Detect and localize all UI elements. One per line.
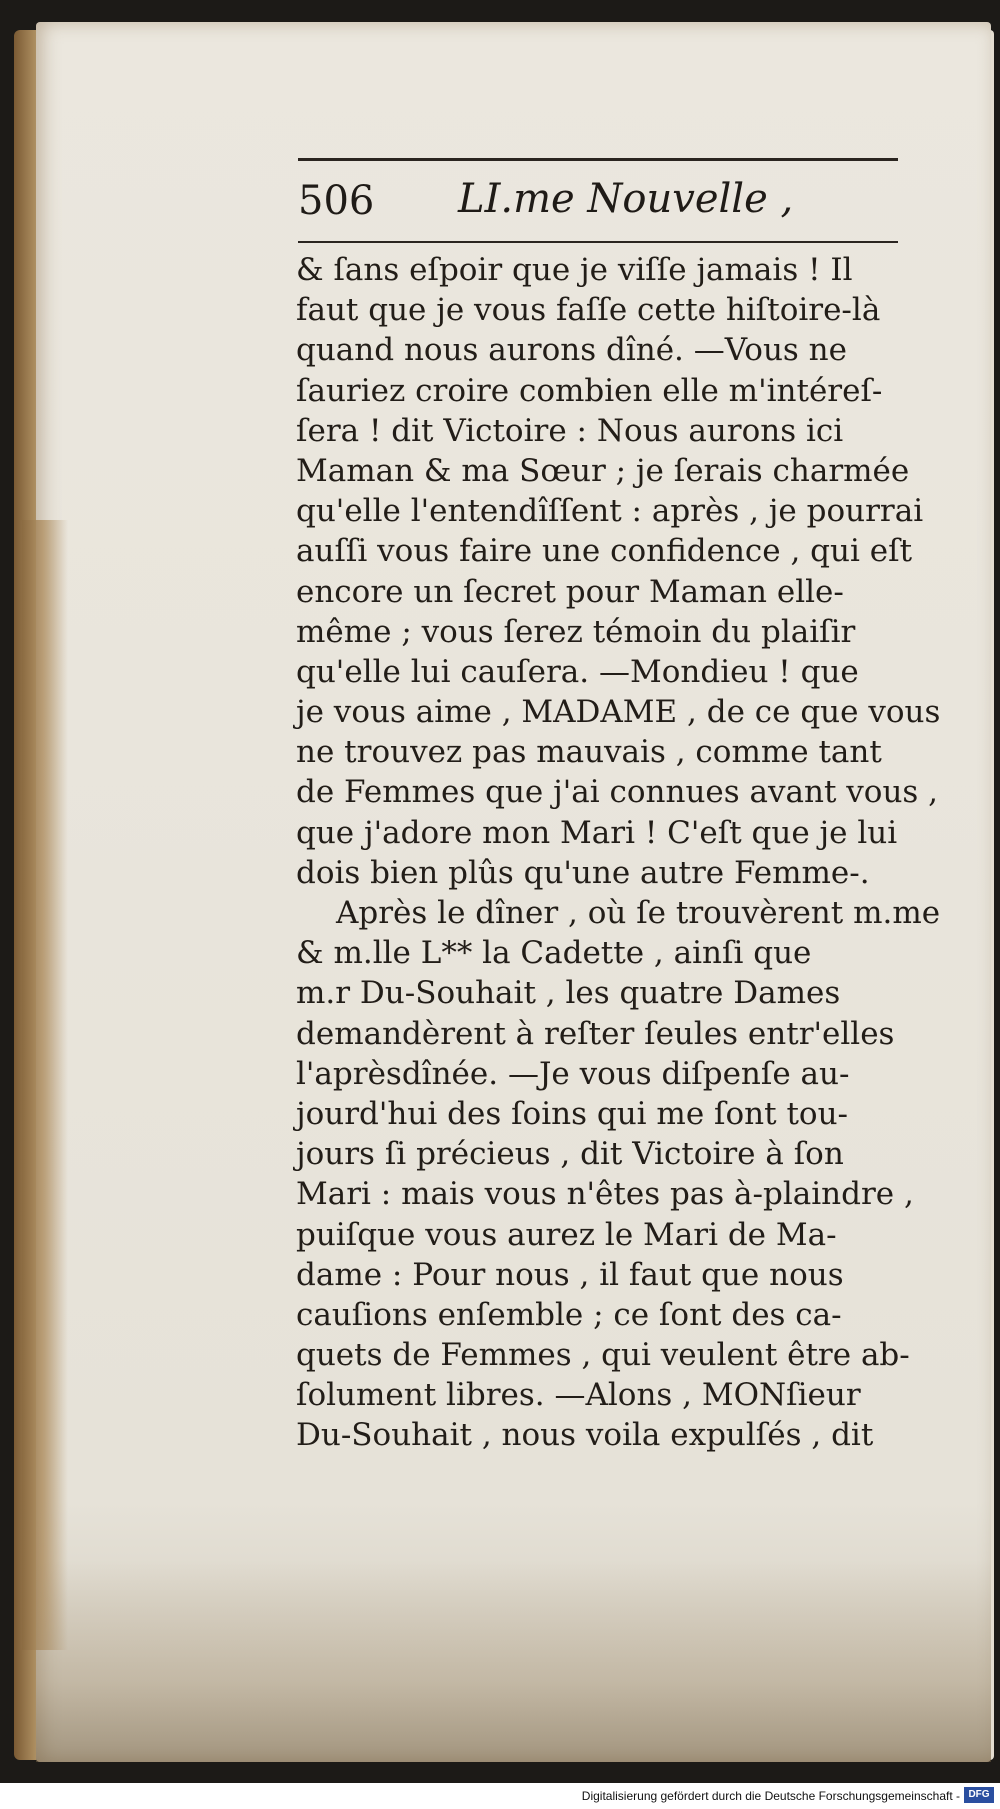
text-line: quets de Femmes , qui veulent être ab- bbox=[296, 1337, 910, 1374]
body-text bbox=[296, 250, 941, 1456]
text-line: l'aprèsdînée. —Je vous diſpenſe au- bbox=[296, 1055, 850, 1092]
text-line: Après le dîner , où ſe trouvèrent m.me bbox=[336, 895, 941, 931]
text-line: cauſions enſemble ; ce ſont des ca- bbox=[296, 1296, 842, 1333]
text-line: même ; vous ſerez témoin du plaiſir bbox=[296, 613, 856, 650]
text-line: ne trouvez pas mauvais , comme tant bbox=[296, 734, 882, 771]
text-line: ſolument libres. —Alons , MONſieur bbox=[296, 1377, 861, 1414]
dfg-logo: DFG bbox=[964, 1787, 994, 1803]
running-title: LI.me Nouvelle , bbox=[458, 176, 794, 222]
page-number: 506 bbox=[298, 178, 375, 224]
text-line: jourd'hui des ſoins qui me ſont tou- bbox=[296, 1095, 849, 1132]
text-line: de Femmes que j'ai connues avant vous , bbox=[296, 774, 939, 811]
text-line: que j'adore mon Mari ! C'eſt que je lui bbox=[296, 814, 898, 851]
text-line: encore un ſecret pour Maman elle- bbox=[296, 573, 844, 610]
text-line: & m.lle L** la Cadette , ainſi que bbox=[296, 935, 812, 972]
text-line: Du-Souhait , nous voila expulſés , dit bbox=[296, 1417, 874, 1454]
text-line: qu'elle l'entendîſſent : après , je pourrai bbox=[296, 493, 924, 530]
text-line: ſera ! dit Victoire : Nous aurons ici bbox=[296, 412, 844, 449]
header-rule-top bbox=[298, 158, 898, 161]
funding-credit: Digitalisierung gefördert durch die Deutsche Forschungsgemeinschaft - bbox=[581, 1789, 960, 1803]
page-edge-damage bbox=[22, 520, 68, 1650]
text-line: ſauriez croire combien elle m'intéreſ- bbox=[296, 372, 883, 409]
text-line: je vous aime , MADAME , de ce que vous bbox=[296, 694, 941, 731]
text-line: qu'elle lui cauſera. —Mondieu ! que bbox=[296, 653, 859, 690]
header-rule-bottom bbox=[298, 241, 898, 243]
footer-bar bbox=[0, 1783, 1000, 1809]
text-line: dois bien plûs qu'une autre Femme-. bbox=[296, 854, 870, 891]
text-line: demandèrent à reſter ſeules entr'elles bbox=[296, 1015, 895, 1052]
running-header bbox=[298, 168, 898, 234]
text-line: Maman & ma Sœur ; je ſerais charmée bbox=[296, 452, 910, 489]
text-line: & ſans eſpoir que je viſſe jamais ! Il bbox=[296, 252, 853, 288]
text-line: auſſi vous faire une confidence , qui eſt bbox=[296, 533, 913, 570]
text-line: quand nous aurons dîné. —Vous ne bbox=[296, 332, 847, 369]
text-line: m.r Du-Souhait , les quatre Dames bbox=[296, 975, 841, 1012]
text-line: Mari : mais vous n'êtes pas à-plaindre , bbox=[296, 1176, 914, 1213]
text-line: jours ſi précieus , dit Victoire à ſon bbox=[296, 1136, 844, 1173]
text-line: dame : Pour nous , il faut que nous bbox=[296, 1256, 844, 1293]
text-line: puiſque vous aurez le Mari de Ma- bbox=[296, 1216, 837, 1253]
text-line: faut que je vous faſſe cette hiſtoire-là bbox=[296, 292, 881, 329]
